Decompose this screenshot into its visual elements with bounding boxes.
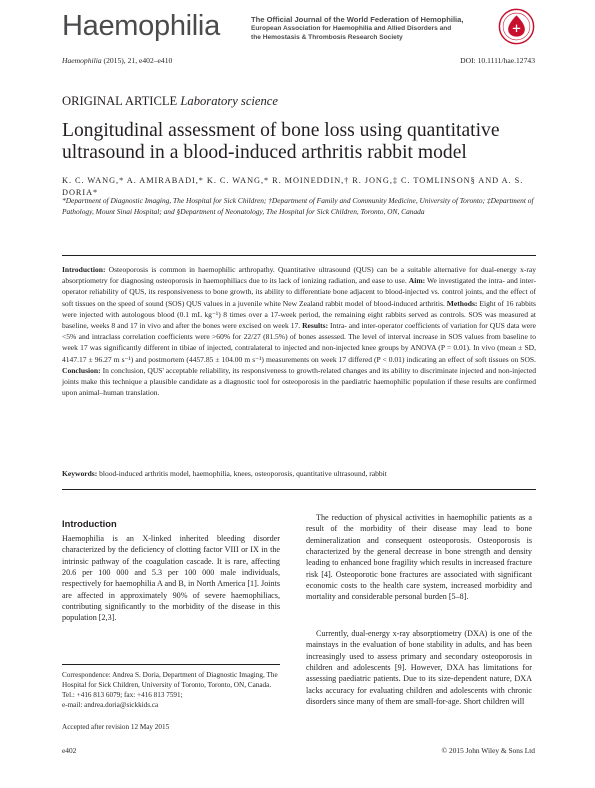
correspondence-phone: Tel.: +416 813 6079; fax: +416 813 7591; <box>62 691 183 699</box>
abstract-results-label: Results: <box>302 321 329 331</box>
abstract-intro-label: Introduction: <box>62 265 106 274</box>
intro-paragraph-left: Haemophilia is an X-linked inherited bleeding disorder characterized by the deficiency of clotting factor VIII or IX in the intrinsic pathway of the coagulation cascade. It is rare, affecting 20.6 per 100 000 and 5.3 per 100 000 male individuals, respectively for haemophilia A and B, in North America [1]. Joints are affected in approximately 90% of severe haemophiliacs, contributing significantly to the morbidity of the disease in this population [2,3]. <box>62 534 280 623</box>
abstract-conclusion-label: Conclusion: <box>62 365 101 375</box>
doi-link[interactable]: DOI: 10.1111/hae.12743 <box>460 56 535 65</box>
abstract-aim: We investigated the intra- and inter-operator reliability of QUS, its responsiveness to bone growth, its ability to differentiate bone adjacent to blood-injected vs. control joints, and the effect of soft tissues on the speed of sound (SOS) QUS values in a juvenile white New Zealand rabbit model of blood-induced arthritis. <box>62 276 536 308</box>
section-heading-introduction: Introduction <box>62 518 117 529</box>
citation-line <box>62 56 172 65</box>
correspondence-address: Correspondence: Andrea S. Doria, Department of Diagnostic Imaging, The Hospital for Sick Children, University of Toronto, Toronto, ON, Canada. <box>62 671 278 689</box>
accepted-date: Accepted after revision 12 May 2015 <box>62 723 170 731</box>
keywords-label: Keywords: <box>62 469 98 478</box>
abstract-methods-label: Methods: <box>446 298 478 308</box>
article-subtype: Laboratory science <box>180 94 278 108</box>
correspondence-block <box>62 670 280 710</box>
journal-affiliation-text <box>251 15 479 42</box>
abstract-conclusion: In conclusion, QUS' acceptable reliability, its responsiveness to growth-related changes and its ability to discriminate injected and non-injected joints make this technique a plausible candidate as a diagnostic tool for osteoporosis in the paediatric haemophilic population if these results are confirmed upon animal–human translation. <box>62 365 536 398</box>
keywords <box>62 468 536 479</box>
official-line-3: the Hemostasis & Thrombosis Research Society <box>251 34 403 41</box>
intro-paragraph-right-2: Currently, dual-energy x-ray absorptiometry (DXA) is one of the mainstays in the evaluation of bone stability in adults, and has been increasingly used to assess primary and secondary osteoporosis in children and adolescents [9]. However, DXA has limitations for assessing paediatric patients. Due to its size-dependent nature, DXA lacks accuracy for evaluating children and adolescents with chronic disorders since many of them are small-for-age. Short children will <box>306 629 532 707</box>
abstract-bottom-rule <box>62 489 536 490</box>
journal-logo-text: Haemophilia <box>62 10 220 42</box>
wfh-seal-icon <box>498 8 535 45</box>
official-line-2: European Association for Haemophilia and Allied Disorders and <box>251 25 452 32</box>
article-type <box>62 94 278 109</box>
abstract-top-rule <box>62 255 536 256</box>
correspondence-email[interactable]: e-mail: andrea.doria@sickkids.ca <box>62 701 159 709</box>
page-number: e402 <box>62 746 77 755</box>
abstract <box>62 264 536 398</box>
copyright-notice: © 2015 John Wiley & Sons Ltd <box>441 746 535 755</box>
intro-paragraph-right-1: The reduction of physical activities in haemophilic patients as a result of the morbidity of their disease may lead to bone demineralization and consequent osteoporosis. Osteoporosis is characterized by the general decrease in bone strength and density leading to enhanced bone fragility which results in increased fracture risk [4]. Osteoporotic bone fractures are associated with significant economic costs to the health care system, increased morbidity and mortality and considerable personal burden [5–8]. <box>306 513 532 602</box>
author-list: K. C. WANG,* A. AMIRABADI,* K. C. WANG,* R. MOINEDDIN,† R. JONG,‡ C. TOMLINSON§ AND A. S. DORIA* <box>62 176 524 197</box>
citation-details: (2015), 21, e402–e410 <box>101 56 173 65</box>
article-type-label: ORIGINAL ARTICLE <box>62 94 181 108</box>
article-title: Longitudinal assessment of bone loss using quantitative ultrasound in a blood-induced arthritis rabbit model <box>62 120 500 163</box>
keywords-text: blood-induced arthritis model, haemophilia, knees, osteoporosis, quantitative ultrasound, rabbit <box>97 469 387 478</box>
abstract-results: Intra- and inter-operator coefficients of variation for QUS data were <5% and intraclass correlation coefficients were >60% for 22/27 (81.5%) of bones assessed. The level of interval increase in SOS values from baseline to week 17 was significantly different in tibiae of injected, contralateral to injected and non-injected knee groups by ANOVA (P = 0.01). In vivo (mean ± SD, 4147.17 ± 96.27 m s⁻¹) and postmortem (4457.85 ± 104.00 m s⁻¹) measurements on week 17 differed (P < 0.01) indicating an effect of soft tissues on SOS. <box>62 321 536 364</box>
correspondence-rule <box>62 664 280 665</box>
abstract-intro: Osteoporosis is common in haemophilic arthropathy. Quantitative ultrasound (QUS) can be a suitable alternative for dual-energy x-ray absorptiometry for diagnosing osteoporosis in haemophiliacs due to its lack of ionizing radiation, and ease to use. <box>62 265 536 286</box>
author-affiliations: *Department of Diagnostic Imaging, The Hospital for Sick Children; †Department of Family and Community Medicine, University of Toronto; ‡Department of Pathology, Mount Sinai Hospital; and §Department of Neonatology, The Hospital for Sick Children, Toronto, ON, Canada <box>62 196 534 217</box>
abstract-methods: Eight of 16 rabbits were injected with autologous blood (0.1 mL kg⁻¹) 8 times over a 17-week period, the remaining eight rabbits served as controls. SOS was measured at baseline, weeks 8 and 17 in vivo and after the bones were excised on week 17. <box>62 298 536 331</box>
official-line-1: The Official Journal of the World Federation of Hemophilia, <box>251 15 464 24</box>
citation-journal: Haemophilia <box>62 56 102 65</box>
abstract-aim-label: Aim: <box>408 276 426 286</box>
